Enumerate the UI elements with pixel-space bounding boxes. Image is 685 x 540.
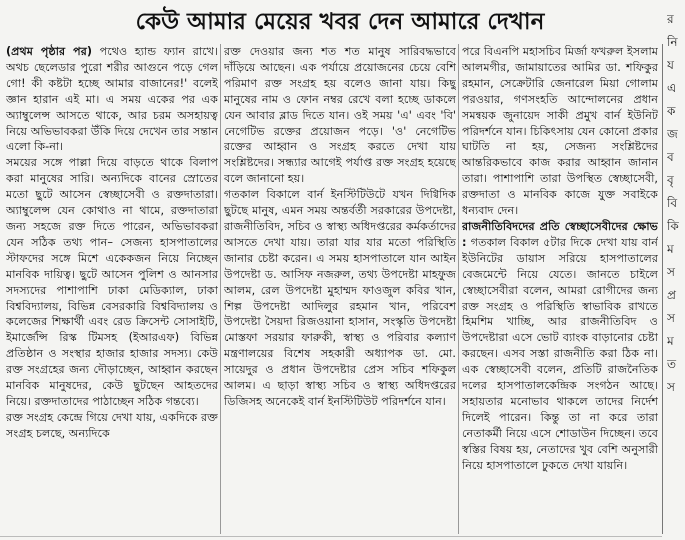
fragment-char: স (667, 265, 675, 279)
fragment-char: ক (667, 104, 676, 118)
fragment-char: প্র (667, 288, 676, 302)
column-divider (220, 44, 221, 534)
fragment-char: ম (667, 334, 674, 348)
column-divider (458, 44, 459, 534)
fragment-char: ম (667, 242, 674, 256)
continuation-label: (প্রথম পৃষ্ঠার পর) (6, 45, 93, 58)
paragraph: গতকাল বিকালে বার্ন ইনস্টিটিউটে যখন দিগ্বিদিক ছুটছে মানুষ, এমন সময় অন্তর্বর্তী সরকারের উপদেষ্টা, রাজনীতিবিদ, সচিব ও স্বাস্থ্য অধিদপ্তরের কর্মকর্তাদের আসতে দেখা যায়। তারা যার যার মতো পরিস্থিতি জানার চেষ্টা করেন। এ সময় হাসপাতালে যান আইন উপদেষ্টা ড. আসিফ নজরুল, তথ্য উপদেষ্টা মাহফুজ আলম, রেল উপদেষ্টা মুহাম্মদ ফাওজুল কবির খান, শিল্প উপদেষ্টা আদিলুর রহমান খান, পরিবেশ উপদেষ্টা সৈয়দা রিজওয়ানা হাসান, সংস্কৃতি উপদেষ্টা মোস্তফা সরয়ার ফারুকী, স্বাস্থ্য ও পরিবার কল্যাণ মন্ত্রণালয়ের বিশেষ সহকারী অধ্যাপক ডা. মো. সায়েদুর ও প্রধান উপদেষ্টার প্রেস সচিব শফিকুল আলম। এ ছাড়া স্বাস্থ্য সচিব ও স্বাস্থ্য অধিদপ্তরের ডিজিসহ অনেকেই বার্ন ইনস্টিটিউট পরিদর্শনে যান। (224, 188, 456, 408)
article-column-2 (224, 44, 456, 534)
article-column-3 (462, 44, 658, 534)
fragment-char: বৃ (667, 173, 674, 187)
fragment-char: ত (667, 357, 677, 371)
paragraph (6, 44, 218, 155)
fragment-char: জ (667, 127, 678, 141)
fragment-char: এ (667, 81, 677, 95)
fragment-char: বি (667, 196, 678, 210)
paragraph: সময়ের সঙ্গে পাল্লা দিয়ে বাড়তে থাকে বিলাপ করা মানুষের সারি। অন্যদিকে বানের স্রোতের মতো ছুটে আসেন স্বেচ্ছাসেবী ও রক্তদাতারা। অ্যাম্বুলেন্স যেন কোথাও না থামে, রক্তদাতারা জন্য সহজে রক্ত দিতে পারেন, অভিভাবকরা যেন সঠিক তথ্য পান– সেজন্য হাসপাতালের স্টাফদের সঙ্গে মিশে একেকজন নিয়ে নিচ্ছেন মানবিক দায়িত্ব। ছুটে আসেন পুলিশ ও আনসার সদস্যদের পাশাপাশি ঢাকা মেডিক্যাল, ঢাকা বিশ্ববিদ্যালয়, বিভিন্ন বেসরকারি বিশ্ববিদ্যালয় ও কলেজের শিক্ষার্থী এবং রেড ক্রিসেন্ট সোসাইটি, ইমার্জেন্সি রিস্ক টিমসহ (ইআরএফ) বিভিন্ন প্রতিষ্ঠান ও সংস্থার হাজার হাজার সদস্য। কেউ রক্ত সংগ্রহের জন্য দৌড়াচ্ছেন, আহ্বান করছেন মানবিক মানুষদের, কেউ ছুটছেন আহতদের নিয়ে। রক্তদাতাদের পাঠাচ্ছেন সঠিক গন্তব্যে। (6, 156, 218, 408)
paragraph-text: গতকাল বিকাল ৫টার দিকে দেখা যায় বার্ন ইউনিটের ডায়াস সরিয়ে হাসপাতালের বেজমেন্টে নিয়ে যেতে। জানতে চাইলে স্বেচ্ছাসেবীরা বলেন, আমরা রোগীদের জন্য রক্ত সংগ্রহ ও পরিস্থিতি স্বাভাবিক রাখতে হিমশিম খাচ্ছি, আর রাজনীতিবিদ ও উপদেষ্টারা এসে ভোট ব্যাংক বাড়ানোর চেষ্টা করছেন। এসব সস্তা রাজনীতি করা ঠিক না। এক স্বেচ্ছাসেবী বলেন, প্রতিটি রাজনৈতিক দলের হাসপাতালকেন্দ্রিক সংগঠন আছে। সহায়তার মনোভাব থাকলে তাদের নির্দেশ দিলেই পারেন। কিন্তু তা না করে তারা নেতাকর্মী নিয়ে এসে শোডাউন দিচ্ছেন। তবে স্বস্তির বিষয় হয়, নেতাদের খুব বেশি অনুসারী নিয়ে হাসপাতালে ঢুকতে দেখা যায়নি। (462, 235, 658, 472)
adjacent-article-fragment (667, 8, 685, 528)
paragraph: রক্ত সংগ্রহ কেন্দ্রে গিয়ে দেখা যায়, একদিকে রক্ত সংগ্রহ চলছে, অন্যদিকে (6, 410, 218, 440)
column-divider (662, 44, 663, 534)
bottom-divider (0, 536, 662, 537)
headline: কেউ আমার মেয়ের খবর দেন আমারে দেখান (135, 8, 545, 35)
article-column-1 (6, 44, 218, 534)
paragraph: পরে বিএনপি মহাসচিব মির্জা ফখরুল ইসলাম আলমগীর, জামায়াতের আমির ডা. শফিকুর রহমান, সেক্রেটারি জেনারেল মিয়া গোলাম পরওয়ার, গণসংহতি আন্দোলনের প্রধান সমন্বয়ক জুনায়েদ সাকী প্রমুখ বার্ন ইউনিট পরিদর্শনে যান। চিকিৎসায় যেন কোনো প্রকার ঘাটতি না হয়, সেজন্য সংশ্লিষ্টদের আন্তরিকভাবে কাজ করার আহ্বান জানান তারা। পাশাপাশি তারা উপস্থিত স্বেচ্ছাসেবী, রক্তদাতা ও মানবিক কাজে যুক্ত সবাইকে ধন্যবাদ দেন। (462, 45, 658, 218)
fragment-char: কি (667, 219, 679, 233)
paragraph: রক্ত দেওয়ার জন্য শত শত মানুষ সারিবদ্ধভাবে দাঁড়িয়ে আছেন। এক পর্যায়ে প্রয়োজনের চেয়ে বেশি পরিমাণ রক্ত সংগ্রহ হয় বলেও জানা যায়। কিছু মানুষের নাম ও ফোন নম্বর রেখে বলা হচ্ছে ডাকলে যেন আবার ব্লাড দিতে যান। ওই সময় 'এ' এবং 'বি' নেগেটিভ রক্তের প্রয়োজন পড়ে। 'ও' নেগেটিভ রক্তের আহ্বান ও সংগ্রহ করতে দেখা যায় সংশ্লিষ্টদের। সন্ধ্যার আগেই পর্যাপ্ত রক্ত সংগ্রহ হয়েছে বলে জানানো হয়। (224, 45, 456, 186)
paragraph (462, 219, 658, 474)
fragment-char: য (667, 58, 674, 72)
fragment-char: স (667, 311, 675, 325)
fragment-char: স (667, 380, 675, 394)
fragment-char: ব (667, 150, 674, 164)
fragment-char: র (667, 12, 674, 26)
paragraph-text: পথেও হ্যান্ড ফ্যান রাখে। অথচ ছেলেডার পুরো শরীর আগুনে পড়ে গেল গো! কী কষ্টটা হচ্ছে আমার বাজানের!' বলেই জ্ঞান হারান এই মা। এ সময় একের পর এক অ্যাম্বুলেন্স আসতে থাকে, আর চরম অসহায়ত্ব নিয়ে অভিভাবকরা উঁকি দিয়ে দেখেন তার সন্তান এলো কি-না। (6, 45, 218, 154)
fragment-char: নি (667, 35, 678, 49)
subheading: রাজনীতিবিদদের প্রতি স্বেচ্ছাসেবীদের ক্ষোভ : (462, 219, 658, 249)
